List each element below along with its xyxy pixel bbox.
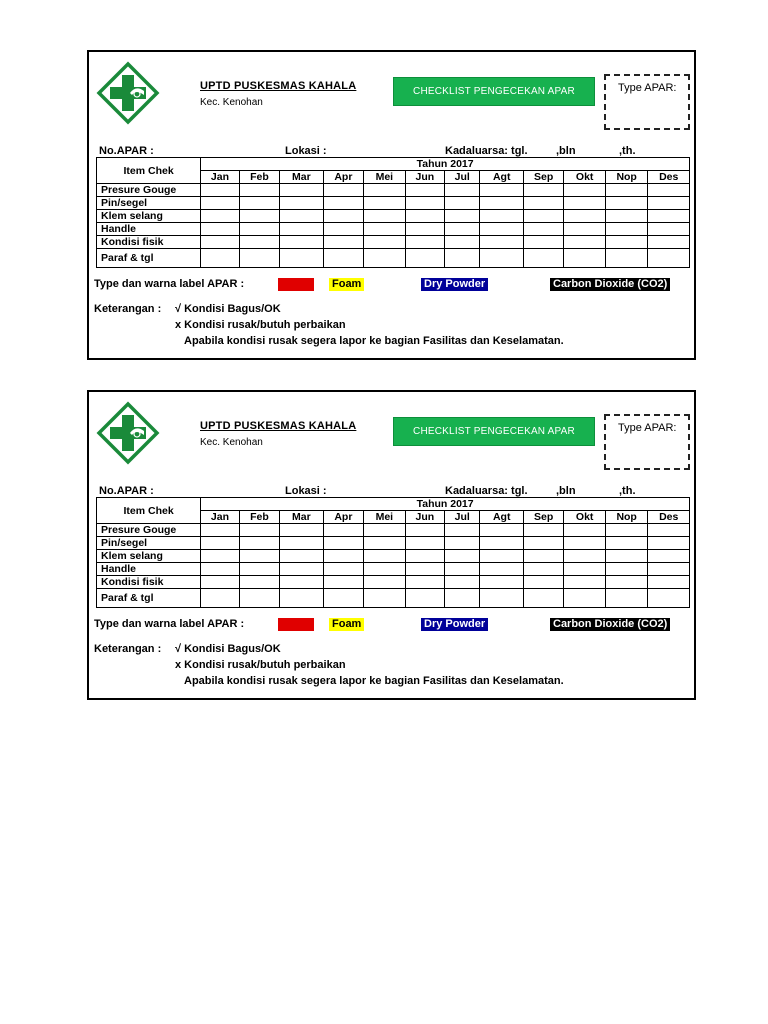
apar-type-legend: [94, 618, 694, 632]
checklist-title-banner: CHECKLIST PENGECEKAN APAR: [393, 77, 595, 106]
org-district: Kec. Kenohan: [200, 437, 263, 448]
check-cell[interactable]: [201, 210, 239, 223]
check-cell[interactable]: [480, 223, 524, 236]
lokasi-label: Lokasi :: [285, 485, 327, 497]
month-header: Agt: [480, 511, 524, 524]
type-apar-box: [604, 74, 690, 130]
kadaluarsa-label: Kadaluarsa: tgl.: [445, 145, 528, 157]
check-cell[interactable]: [445, 236, 480, 249]
month-header: Apr: [323, 511, 363, 524]
check-cell[interactable]: [323, 537, 363, 550]
month-header: Okt: [564, 171, 605, 184]
legend-dry-powder: Dry Powder: [421, 278, 488, 291]
type-apar-label: Type APAR:: [618, 82, 677, 94]
legend-water: Water: [278, 618, 314, 631]
month-header: Jun: [405, 171, 444, 184]
puskesmas-logo-icon: [96, 401, 160, 465]
check-cell[interactable]: [201, 537, 239, 550]
apar-checklist-card: [87, 50, 696, 360]
check-cell[interactable]: [239, 184, 279, 197]
org-name: UPTD PUSKESMAS KAHALA: [200, 420, 357, 432]
check-cell[interactable]: [480, 197, 524, 210]
puskesmas-logo-icon: [96, 61, 160, 125]
legend-co2: Carbon Dioxide (CO2): [550, 618, 670, 631]
check-cell[interactable]: [323, 223, 363, 236]
item-label: Paraf & tgl: [97, 589, 201, 608]
month-header: Mei: [364, 171, 405, 184]
check-cell[interactable]: [605, 197, 648, 210]
check-cell[interactable]: [648, 210, 690, 223]
table-row: [97, 576, 690, 589]
check-cell[interactable]: [605, 249, 648, 268]
keterangan-label: Keterangan :: [94, 303, 162, 315]
item-label: Pin/segel: [97, 537, 201, 550]
check-cell[interactable]: [648, 563, 690, 576]
check-cell[interactable]: [280, 589, 324, 608]
check-cell[interactable]: [445, 537, 480, 550]
check-cell[interactable]: [239, 210, 279, 223]
item-label: Klem selang: [97, 210, 201, 223]
check-cell[interactable]: [280, 184, 324, 197]
item-label: Pin/segel: [97, 197, 201, 210]
month-header: Des: [648, 171, 690, 184]
month-header: Mei: [364, 511, 405, 524]
check-cell[interactable]: [523, 184, 563, 197]
year-header: Tahun 2017: [201, 158, 690, 171]
check-cell[interactable]: [280, 249, 324, 268]
table-row: [97, 524, 690, 537]
check-cell[interactable]: [648, 537, 690, 550]
check-cell[interactable]: [523, 563, 563, 576]
check-cell[interactable]: [239, 197, 279, 210]
check-cell[interactable]: [564, 550, 605, 563]
org-name: UPTD PUSKESMAS KAHALA: [200, 80, 357, 92]
check-cell[interactable]: [648, 550, 690, 563]
check-cell[interactable]: [405, 576, 444, 589]
check-cell[interactable]: [201, 589, 239, 608]
check-cell[interactable]: [280, 236, 324, 249]
check-cell[interactable]: [323, 524, 363, 537]
check-cell[interactable]: [480, 563, 524, 576]
check-cell[interactable]: [280, 576, 324, 589]
check-cell[interactable]: [445, 249, 480, 268]
type-apar-label: Type APAR:: [618, 422, 677, 434]
table-header-row: [97, 158, 690, 171]
check-cell[interactable]: [480, 236, 524, 249]
check-cell[interactable]: [201, 184, 239, 197]
check-cell[interactable]: [201, 576, 239, 589]
check-cell[interactable]: [323, 576, 363, 589]
check-cell[interactable]: [364, 184, 405, 197]
check-cell[interactable]: [201, 249, 239, 268]
legend-foam: Foam: [329, 278, 364, 291]
note-ok: √ Kondisi Bagus/OK: [175, 303, 281, 315]
check-cell[interactable]: [239, 236, 279, 249]
check-cell[interactable]: [564, 576, 605, 589]
check-cell[interactable]: [280, 223, 324, 236]
bln-label: ,bln: [556, 485, 576, 497]
month-header: Feb: [239, 511, 279, 524]
check-cell[interactable]: [280, 197, 324, 210]
apar-type-legend: [94, 278, 694, 292]
item-label: Kondisi fisik: [97, 576, 201, 589]
check-cell[interactable]: [564, 184, 605, 197]
check-cell[interactable]: [323, 210, 363, 223]
check-cell[interactable]: [364, 223, 405, 236]
note-ok: √ Kondisi Bagus/OK: [175, 643, 281, 655]
check-cell[interactable]: [405, 197, 444, 210]
check-cell[interactable]: [480, 249, 524, 268]
check-cell[interactable]: [239, 537, 279, 550]
check-cell[interactable]: [523, 537, 563, 550]
note-report: Apabila kondisi rusak segera lapor ke bagian Fasilitas dan Keselamatan.: [184, 675, 564, 687]
month-header: Jul: [445, 511, 480, 524]
check-cell[interactable]: [605, 589, 648, 608]
table-row: [97, 550, 690, 563]
month-header: Nop: [605, 511, 648, 524]
check-cell[interactable]: [323, 589, 363, 608]
check-cell[interactable]: [239, 249, 279, 268]
table-row: [97, 197, 690, 210]
check-cell[interactable]: [405, 537, 444, 550]
check-cell[interactable]: [605, 550, 648, 563]
note-report: Apabila kondisi rusak segera lapor ke bagian Fasilitas dan Keselamatan.: [184, 335, 564, 347]
check-cell[interactable]: [364, 550, 405, 563]
check-cell[interactable]: [364, 576, 405, 589]
table-row: [97, 563, 690, 576]
check-cell[interactable]: [280, 550, 324, 563]
check-cell[interactable]: [523, 550, 563, 563]
month-header: Okt: [564, 511, 605, 524]
kadaluarsa-label: Kadaluarsa: tgl.: [445, 485, 528, 497]
month-header: Jul: [445, 171, 480, 184]
item-label: Paraf & tgl: [97, 249, 201, 268]
check-cell[interactable]: [605, 210, 648, 223]
check-cell[interactable]: [480, 537, 524, 550]
table-header-row: [97, 498, 690, 511]
org-district: Kec. Kenohan: [200, 97, 263, 108]
check-cell[interactable]: [480, 589, 524, 608]
check-cell[interactable]: [564, 589, 605, 608]
check-cell[interactable]: [605, 576, 648, 589]
item-chek-header: Item Chek: [97, 498, 201, 524]
check-cell[interactable]: [445, 524, 480, 537]
check-cell[interactable]: [239, 524, 279, 537]
check-cell[interactable]: [648, 236, 690, 249]
check-cell[interactable]: [280, 563, 324, 576]
note-damaged: x Kondisi rusak/butuh perbaikan: [175, 319, 346, 331]
check-cell[interactable]: [564, 210, 605, 223]
check-cell[interactable]: [239, 223, 279, 236]
th-label: ,th.: [619, 485, 636, 497]
check-cell[interactable]: [445, 589, 480, 608]
check-cell[interactable]: [364, 236, 405, 249]
check-cell[interactable]: [523, 197, 563, 210]
table-row: [97, 249, 690, 268]
check-cell[interactable]: [648, 524, 690, 537]
table-row: [97, 210, 690, 223]
check-cell[interactable]: [480, 210, 524, 223]
month-header: Sep: [523, 171, 563, 184]
lokasi-label: Lokasi :: [285, 145, 327, 157]
check-cell[interactable]: [605, 236, 648, 249]
check-cell[interactable]: [445, 210, 480, 223]
check-cell[interactable]: [648, 249, 690, 268]
check-cell[interactable]: [405, 563, 444, 576]
check-cell[interactable]: [605, 223, 648, 236]
month-header: Jan: [201, 511, 239, 524]
month-header: Sep: [523, 511, 563, 524]
check-cell[interactable]: [445, 563, 480, 576]
month-header: Nop: [605, 171, 648, 184]
item-label: Presure Gouge: [97, 184, 201, 197]
check-cell[interactable]: [405, 184, 444, 197]
bln-label: ,bln: [556, 145, 576, 157]
month-header: Mar: [280, 511, 324, 524]
check-cell[interactable]: [605, 563, 648, 576]
item-label: Klem selang: [97, 550, 201, 563]
month-header: Mar: [280, 171, 324, 184]
check-cell[interactable]: [364, 524, 405, 537]
item-label: Handle: [97, 223, 201, 236]
check-cell[interactable]: [564, 236, 605, 249]
check-cell[interactable]: [523, 524, 563, 537]
check-cell[interactable]: [523, 576, 563, 589]
check-cell[interactable]: [523, 249, 563, 268]
check-cell[interactable]: [648, 184, 690, 197]
check-cell[interactable]: [648, 589, 690, 608]
check-cell[interactable]: [648, 576, 690, 589]
check-cell[interactable]: [239, 550, 279, 563]
check-cell[interactable]: [201, 197, 239, 210]
check-cell[interactable]: [201, 550, 239, 563]
no-apar-label: No.APAR :: [99, 485, 154, 497]
check-cell[interactable]: [480, 524, 524, 537]
no-apar-label: No.APAR :: [99, 145, 154, 157]
month-header: Jan: [201, 171, 239, 184]
table-row: [97, 184, 690, 197]
check-cell[interactable]: [564, 537, 605, 550]
check-cell[interactable]: [323, 184, 363, 197]
check-cell[interactable]: [201, 223, 239, 236]
table-row: [97, 537, 690, 550]
check-cell[interactable]: [364, 563, 405, 576]
check-cell[interactable]: [364, 589, 405, 608]
legend-label: Type dan warna label APAR :: [94, 278, 245, 290]
check-cell[interactable]: [323, 236, 363, 249]
check-cell[interactable]: [280, 524, 324, 537]
check-cell[interactable]: [280, 537, 324, 550]
legend-dry-powder: Dry Powder: [421, 618, 488, 631]
check-cell[interactable]: [239, 576, 279, 589]
check-cell[interactable]: [523, 589, 563, 608]
check-cell[interactable]: [201, 524, 239, 537]
check-cell[interactable]: [480, 576, 524, 589]
check-cell[interactable]: [405, 589, 444, 608]
check-cell[interactable]: [405, 210, 444, 223]
check-cell[interactable]: [648, 197, 690, 210]
month-header: Agt: [480, 171, 524, 184]
item-label: Presure Gouge: [97, 524, 201, 537]
check-cell[interactable]: [239, 563, 279, 576]
legend-foam: Foam: [329, 618, 364, 631]
check-cell[interactable]: [201, 563, 239, 576]
check-cell[interactable]: [523, 236, 563, 249]
check-cell[interactable]: [480, 550, 524, 563]
item-label: Kondisi fisik: [97, 236, 201, 249]
check-cell[interactable]: [605, 184, 648, 197]
check-cell[interactable]: [323, 550, 363, 563]
checklist-table: [96, 157, 690, 268]
item-chek-header: Item Chek: [97, 158, 201, 184]
check-cell[interactable]: [323, 563, 363, 576]
item-label: Handle: [97, 563, 201, 576]
check-cell[interactable]: [445, 197, 480, 210]
check-cell[interactable]: [280, 210, 324, 223]
legend-label: Type dan warna label APAR :: [94, 618, 245, 630]
check-cell[interactable]: [605, 537, 648, 550]
check-cell[interactable]: [445, 184, 480, 197]
checklist-title-banner: CHECKLIST PENGECEKAN APAR: [393, 417, 595, 446]
check-cell[interactable]: [523, 210, 563, 223]
month-header: Feb: [239, 171, 279, 184]
check-cell[interactable]: [364, 197, 405, 210]
checklist-table: [96, 497, 690, 608]
check-cell[interactable]: [323, 249, 363, 268]
check-cell[interactable]: [239, 589, 279, 608]
check-cell[interactable]: [605, 524, 648, 537]
keterangan-label: Keterangan :: [94, 643, 162, 655]
check-cell[interactable]: [648, 223, 690, 236]
legend-co2: Carbon Dioxide (CO2): [550, 278, 670, 291]
legend-water: Water: [278, 278, 314, 291]
month-header: Jun: [405, 511, 444, 524]
month-header: Apr: [323, 171, 363, 184]
check-cell[interactable]: [201, 236, 239, 249]
check-cell[interactable]: [564, 197, 605, 210]
check-cell[interactable]: [564, 223, 605, 236]
type-apar-box: [604, 414, 690, 470]
check-cell[interactable]: [445, 550, 480, 563]
year-header: Tahun 2017: [201, 498, 690, 511]
check-cell[interactable]: [405, 550, 444, 563]
check-cell[interactable]: [364, 210, 405, 223]
check-cell[interactable]: [564, 524, 605, 537]
check-cell[interactable]: [405, 249, 444, 268]
check-cell[interactable]: [523, 223, 563, 236]
check-cell[interactable]: [445, 576, 480, 589]
check-cell[interactable]: [323, 197, 363, 210]
check-cell[interactable]: [364, 537, 405, 550]
check-cell[interactable]: [364, 249, 405, 268]
check-cell[interactable]: [405, 223, 444, 236]
month-header: Des: [648, 511, 690, 524]
th-label: ,th.: [619, 145, 636, 157]
check-cell[interactable]: [405, 236, 444, 249]
check-cell[interactable]: [445, 223, 480, 236]
table-row: [97, 236, 690, 249]
check-cell[interactable]: [564, 249, 605, 268]
note-damaged: x Kondisi rusak/butuh perbaikan: [175, 659, 346, 671]
check-cell[interactable]: [405, 524, 444, 537]
check-cell[interactable]: [564, 563, 605, 576]
table-row: [97, 589, 690, 608]
apar-checklist-card: [87, 390, 696, 700]
table-row: [97, 223, 690, 236]
check-cell[interactable]: [480, 184, 524, 197]
